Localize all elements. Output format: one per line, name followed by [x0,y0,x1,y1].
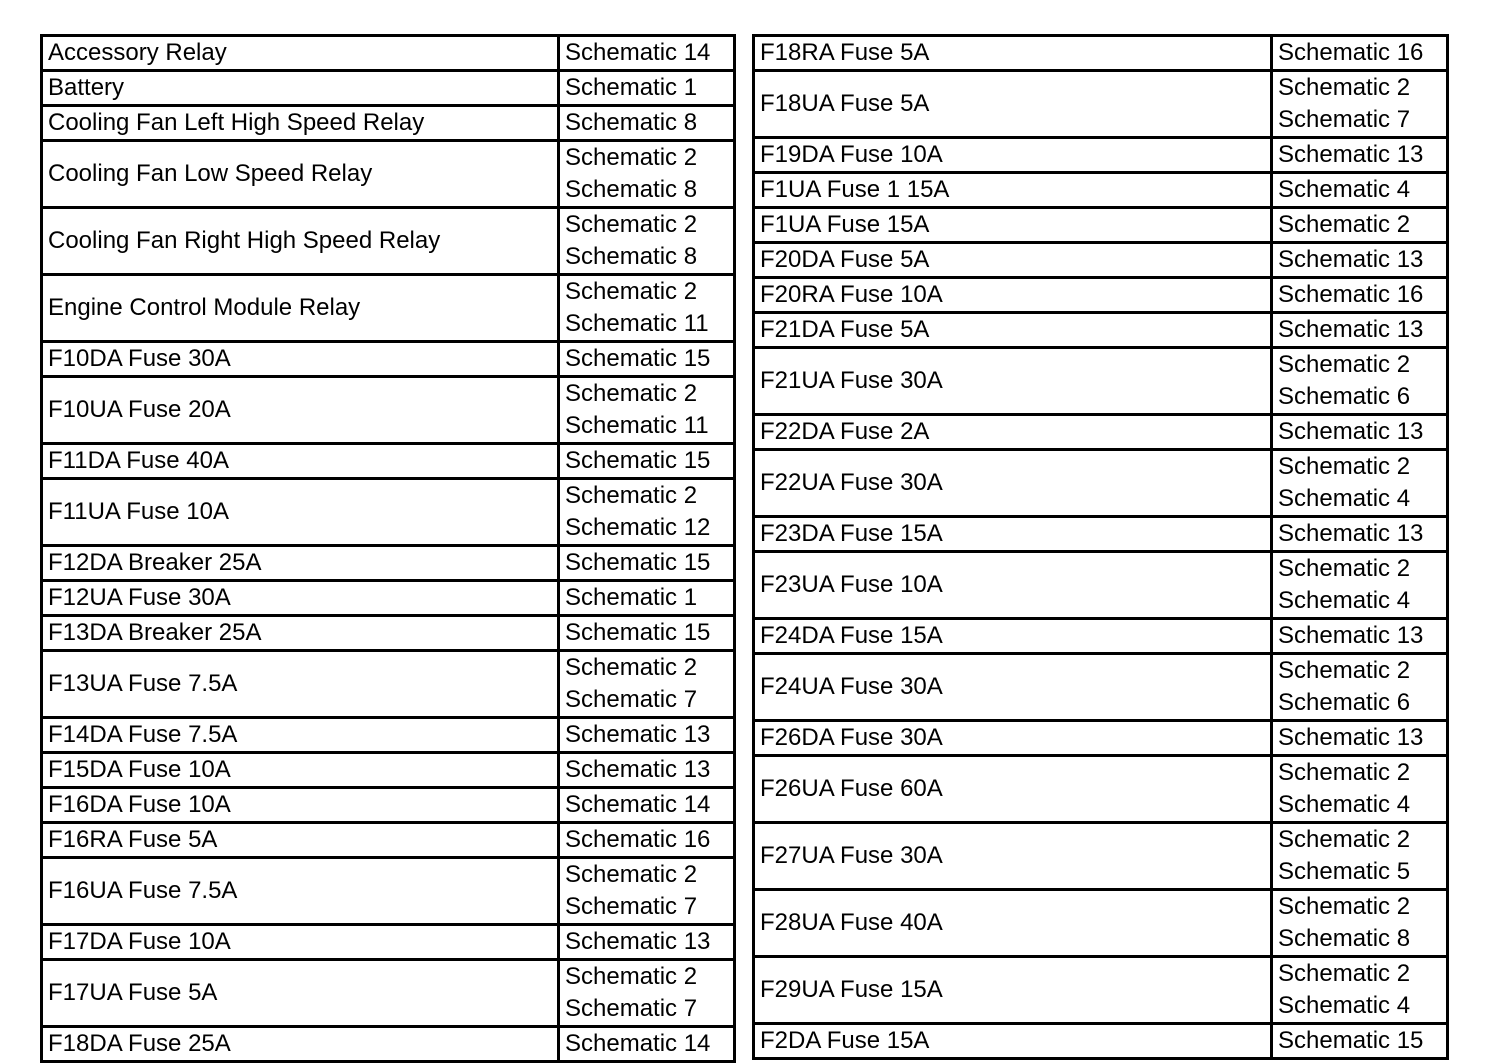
table-row [43,142,733,209]
table-row [755,451,1446,518]
schematic-ref-cell [1273,244,1446,276]
component-name-cell: Cooling Fan Low Speed Relay [43,142,560,206]
schematic-ref-cell [560,926,733,958]
schematic-ref: Schematic 13 [1278,622,1424,649]
schematic-ref: Schematic 2 [1278,826,1411,853]
schematic-ref: Schematic 8 [565,176,698,203]
schematic-ref: Schematic 15 [565,549,711,576]
table-row [755,416,1446,451]
component-name-cell: F12DA Breaker 25A [43,547,560,579]
schematic-ref: Schematic 2 [565,482,698,509]
schematic-ref: Schematic 2 [565,963,698,990]
schematic-ref: Schematic 15 [565,447,711,474]
schematic-ref-cell [1273,416,1446,448]
component-table-right [752,34,1449,1060]
component-name-cell: Engine Control Module Relay [43,276,560,340]
table-row [755,279,1446,314]
schematic-ref: Schematic 13 [1278,418,1424,445]
schematic-ref-cell [560,276,733,340]
schematic-ref: Schematic 2 [565,380,698,407]
table-row [755,757,1446,824]
table-row [755,72,1446,139]
component-name-cell: F18DA Fuse 25A [43,1028,560,1060]
component-name-cell: F2DA Fuse 15A [755,1025,1273,1057]
table-row [755,824,1446,891]
schematic-ref: Schematic 8 [1278,925,1411,952]
component-name-cell: F13DA Breaker 25A [43,617,560,649]
component-name-cell: F1UA Fuse 15A [755,209,1273,241]
schematic-ref: Schematic 12 [565,514,711,541]
component-name-cell: F11UA Fuse 10A [43,480,560,544]
schematic-ref-cell [560,824,733,856]
component-name-cell: F15DA Fuse 10A [43,754,560,786]
component-name-cell: Cooling Fan Left High Speed Relay [43,107,560,139]
schematic-ref: Schematic 14 [565,791,711,818]
component-name-cell: F21DA Fuse 5A [755,314,1273,346]
table-row [755,518,1446,553]
schematic-ref: Schematic 8 [565,243,698,270]
schematic-ref-cell [560,859,733,923]
schematic-ref-cell [1273,553,1446,617]
component-name-cell: F22UA Fuse 30A [755,451,1273,515]
component-name-cell: F17UA Fuse 5A [43,961,560,1025]
schematic-ref-cell [1273,349,1446,413]
table-row [43,719,733,754]
table-row [755,722,1446,757]
table-row [755,553,1446,620]
schematic-ref-cell [1273,1025,1446,1057]
schematic-ref-cell [1273,451,1446,515]
table-row [755,244,1446,279]
table-row [43,445,733,480]
component-name-cell: F16UA Fuse 7.5A [43,859,560,923]
table-row [755,620,1446,655]
schematic-ref-cell [560,445,733,477]
table-row [43,859,733,926]
table-row [43,72,733,107]
schematic-ref-cell [560,142,733,206]
component-name-cell: Battery [43,72,560,104]
schematic-ref-cell [1273,174,1446,206]
table-row [43,276,733,343]
schematic-ref: Schematic 2 [1278,453,1411,480]
schematic-ref: Schematic 13 [1278,520,1424,547]
schematic-ref: Schematic 16 [1278,281,1424,308]
schematic-ref: Schematic 11 [565,412,709,439]
schematic-ref-cell [560,652,733,716]
table-row [43,1028,733,1063]
schematic-ref: Schematic 14 [565,1030,711,1057]
component-name-cell: F22DA Fuse 2A [755,416,1273,448]
table-row [43,824,733,859]
table-row [755,174,1446,209]
schematic-ref-cell [1273,824,1446,888]
component-name-cell: F21UA Fuse 30A [755,349,1273,413]
schematic-ref-cell [1273,37,1446,69]
schematic-ref-cell [560,789,733,821]
schematic-ref: Schematic 2 [565,211,698,238]
schematic-ref: Schematic 4 [1278,176,1411,203]
schematic-ref: Schematic 16 [1278,39,1424,66]
schematic-ref: Schematic 6 [1278,689,1411,716]
table-row [755,891,1446,958]
schematic-ref-cell [560,37,733,69]
component-name-cell: F14DA Fuse 7.5A [43,719,560,751]
schematic-ref: Schematic 7 [565,686,698,713]
table-row [43,754,733,789]
table-row [43,582,733,617]
component-name-cell: F13UA Fuse 7.5A [43,652,560,716]
schematic-ref: Schematic 2 [1278,74,1411,101]
schematic-ref-cell [560,72,733,104]
table-row [43,926,733,961]
schematic-ref-cell [560,209,733,273]
schematic-ref-cell [1273,620,1446,652]
table-row [43,209,733,276]
schematic-ref: Schematic 4 [1278,791,1411,818]
table-row [43,343,733,378]
table-row [755,209,1446,244]
table-row [755,349,1446,416]
schematic-ref-cell [1273,891,1446,955]
component-name-cell: F1UA Fuse 1 15A [755,174,1273,206]
table-row [43,652,733,719]
schematic-ref: Schematic 2 [1278,960,1411,987]
table-row [43,547,733,582]
schematic-ref-cell [560,719,733,751]
schematic-ref: Schematic 4 [1278,587,1411,614]
schematic-ref: Schematic 15 [565,619,711,646]
table-row [43,480,733,547]
component-name-cell: F26UA Fuse 60A [755,757,1273,821]
table-row [755,1025,1446,1060]
schematic-ref: Schematic 13 [1278,724,1424,751]
schematic-ref-cell [1273,518,1446,550]
schematic-ref: Schematic 16 [565,826,711,853]
component-name-cell: F18RA Fuse 5A [755,37,1273,69]
schematic-ref-cell [560,343,733,375]
schematic-ref: Schematic 8 [565,109,698,136]
component-name-cell: F17DA Fuse 10A [43,926,560,958]
component-name-cell: F27UA Fuse 30A [755,824,1273,888]
schematic-ref: Schematic 2 [1278,351,1411,378]
schematic-ref: Schematic 2 [565,861,698,888]
schematic-ref: Schematic 2 [1278,657,1411,684]
table-row [755,139,1446,174]
schematic-ref: Schematic 15 [1278,1027,1424,1054]
schematic-ref-cell [560,480,733,544]
component-name-cell: F12UA Fuse 30A [43,582,560,614]
schematic-ref: Schematic 14 [565,39,711,66]
schematic-ref: Schematic 15 [565,345,711,372]
schematic-ref-cell [1273,314,1446,346]
schematic-ref: Schematic 2 [565,144,698,171]
schematic-ref-cell [1273,757,1446,821]
table-row [43,378,733,445]
schematic-ref-cell [1273,722,1446,754]
table-row [43,107,733,142]
component-name-cell: F16DA Fuse 10A [43,789,560,821]
schematic-ref-cell [560,1028,733,1060]
component-name-cell: F11DA Fuse 40A [43,445,560,477]
component-name-cell: F26DA Fuse 30A [755,722,1273,754]
component-name-cell: F19DA Fuse 10A [755,139,1273,171]
schematic-ref-cell [1273,209,1446,241]
schematic-ref-cell [560,754,733,786]
schematic-ref: Schematic 1 [565,74,698,101]
schematic-ref-cell [1273,958,1446,1022]
schematic-ref: Schematic 5 [1278,858,1411,885]
table-row [43,961,733,1028]
schematic-ref-cell [560,107,733,139]
component-name-cell: F23DA Fuse 15A [755,518,1273,550]
schematic-ref: Schematic 7 [565,995,698,1022]
component-name-cell: F23UA Fuse 10A [755,553,1273,617]
component-name-cell: F29UA Fuse 15A [755,958,1273,1022]
schematic-ref-cell [560,378,733,442]
schematic-ref: Schematic 13 [1278,316,1424,343]
schematic-ref-cell [560,582,733,614]
component-name-cell: F20RA Fuse 10A [755,279,1273,311]
table-row [755,37,1446,72]
component-name-cell: F24DA Fuse 15A [755,620,1273,652]
schematic-ref: Schematic 4 [1278,485,1411,512]
schematic-ref-cell [560,617,733,649]
component-name-cell: F10UA Fuse 20A [43,378,560,442]
component-name-cell: F20DA Fuse 5A [755,244,1273,276]
table-row [755,958,1446,1025]
schematic-ref: Schematic 13 [565,756,711,783]
schematic-ref-cell [560,547,733,579]
component-name-cell: F18UA Fuse 5A [755,72,1273,136]
schematic-ref: Schematic 13 [1278,141,1424,168]
component-table-left [40,34,736,1063]
component-name-cell: Cooling Fan Right High Speed Relay [43,209,560,273]
schematic-ref: Schematic 7 [565,893,698,920]
schematic-ref-cell [1273,655,1446,719]
schematic-ref: Schematic 13 [565,928,711,955]
schematic-ref: Schematic 7 [1278,106,1411,133]
schematic-ref: Schematic 13 [565,721,711,748]
table-row [755,655,1446,722]
schematic-ref: Schematic 6 [1278,383,1411,410]
schematic-ref: Schematic 2 [565,278,698,305]
schematic-ref: Schematic 1 [565,584,698,611]
schematic-ref: Schematic 11 [565,310,709,337]
table-row [43,617,733,652]
schematic-ref: Schematic 13 [1278,246,1424,273]
component-name-cell: F24UA Fuse 30A [755,655,1273,719]
schematic-ref: Schematic 2 [565,654,698,681]
schematic-ref-cell [1273,139,1446,171]
schematic-ref-cell [1273,72,1446,136]
table-row [43,789,733,824]
schematic-ref: Schematic 2 [1278,211,1411,238]
schematic-ref: Schematic 4 [1278,992,1411,1019]
component-name-cell: Accessory Relay [43,37,560,69]
schematic-ref-cell [1273,279,1446,311]
table-row [755,314,1446,349]
schematic-ref: Schematic 2 [1278,555,1411,582]
component-name-cell: F28UA Fuse 40A [755,891,1273,955]
component-name-cell: F16RA Fuse 5A [43,824,560,856]
table-row [43,37,733,72]
schematic-ref-cell [560,961,733,1025]
schematic-ref: Schematic 2 [1278,759,1411,786]
component-name-cell: F10DA Fuse 30A [43,343,560,375]
schematic-ref: Schematic 2 [1278,893,1411,920]
